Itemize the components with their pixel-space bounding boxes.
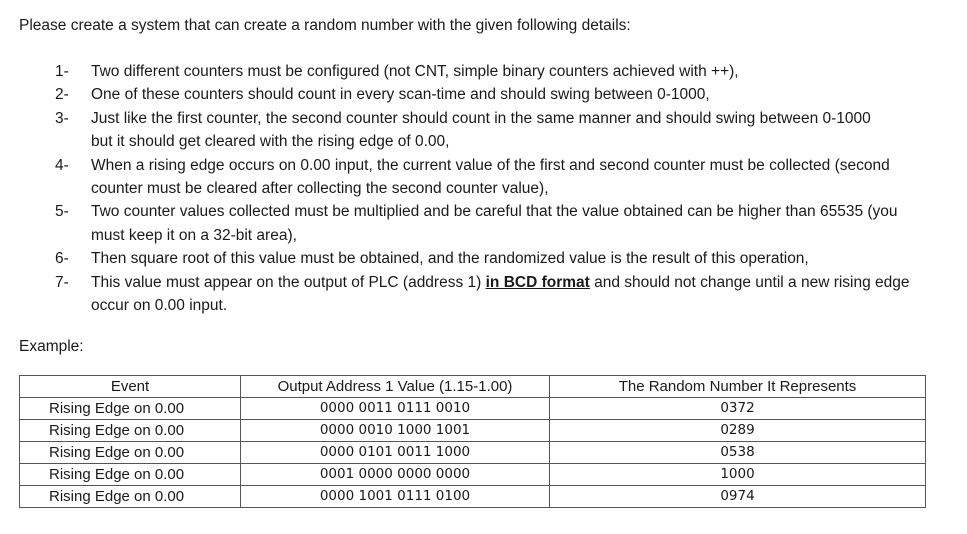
requirement-item: [0, 247, 927, 270]
random-number-cell: 0372: [550, 398, 926, 420]
requirement-item: [0, 271, 921, 318]
header-output-value: Output Address 1 Value (1.15-1.00): [241, 376, 550, 398]
requirement-text: Just like the first counter, the second counter should count in the same manner and should swing between 0-1000 but it should get cleared with the rising edge of 0.00,: [91, 109, 871, 151]
output-value-cell: 0000 0101 0011 1000: [241, 442, 550, 464]
output-value-cell: 0000 0010 1000 1001: [241, 420, 550, 442]
event-cell: Rising Edge on 0.00: [20, 442, 241, 464]
requirement-number: 5-: [55, 203, 69, 221]
table-row: [20, 442, 926, 464]
event-cell: Rising Edge on 0.00: [20, 420, 241, 442]
requirement-item: [0, 60, 803, 83]
requirement-text: Two counter values collected must be multiplied and be careful that the value obtained can be higher than 65535 (you must keep it on a 32-bit area),: [91, 203, 898, 244]
requirement-number: 4-: [55, 156, 69, 174]
requirement-item: [0, 107, 891, 154]
event-cell: Rising Edge on 0.00: [20, 464, 241, 486]
requirement-item: [0, 83, 751, 106]
random-number-cell: 1000: [550, 464, 926, 486]
requirement-item: [0, 200, 927, 247]
requirement-number: 6-: [55, 250, 69, 268]
header-event: Event: [20, 376, 241, 398]
header-random-number: The Random Number It Represents: [550, 376, 926, 398]
table-row: [20, 486, 926, 508]
output-value-cell: 0001 0000 0000 0000: [241, 464, 550, 486]
requirement-number: 3-: [55, 109, 69, 127]
requirement-text-part: This value must appear on the output of PLC (address 1): [91, 273, 486, 291]
requirement-text: Then square root of this value must be obtained, and the randomized value is the result of this operation,: [91, 250, 809, 268]
table-header-row: [20, 376, 926, 398]
requirement-text: Two different counters must be configured (not CNT, simple binary counters achieved with ++),: [91, 63, 739, 80]
event-cell: Rising Edge on 0.00: [20, 398, 241, 420]
output-value-cell: 0000 1001 0111 0100: [241, 486, 550, 508]
requirements-list: [0, 60, 940, 317]
requirement-text: When a rising edge occurs on 0.00 input, the current value of the first and second counter must be collected (second counter must be cleared after collecting the second counter value),: [91, 156, 890, 198]
requirement-text-part: and should not change until a new rising edge occur on 0.00 input.: [91, 273, 910, 315]
requirement-number: 1-: [55, 63, 69, 80]
requirement-text: One of these counters should count in every scan-time and should swing between 0-1000,: [91, 86, 710, 104]
example-label: Example:: [19, 338, 84, 355]
table-row: [20, 464, 926, 486]
table-row: [20, 398, 926, 420]
table-row: [20, 420, 926, 442]
intro-text: Please create a system that can create a random number with the given following details:: [19, 17, 631, 34]
output-value-cell: 0000 0011 0111 0010: [241, 398, 550, 420]
random-number-cell: 0289: [550, 420, 926, 442]
example-table: [19, 375, 926, 508]
random-number-cell: 0974: [550, 486, 926, 508]
requirement-text: [91, 274, 910, 314]
requirement-number: 2-: [55, 86, 69, 104]
event-cell: Rising Edge on 0.00: [20, 486, 241, 508]
random-number-cell: 0538: [550, 442, 926, 464]
requirement-number: 7-: [55, 273, 69, 291]
requirement-item: [0, 154, 891, 201]
bcd-format-emphasis: in BCD format: [485, 273, 590, 291]
